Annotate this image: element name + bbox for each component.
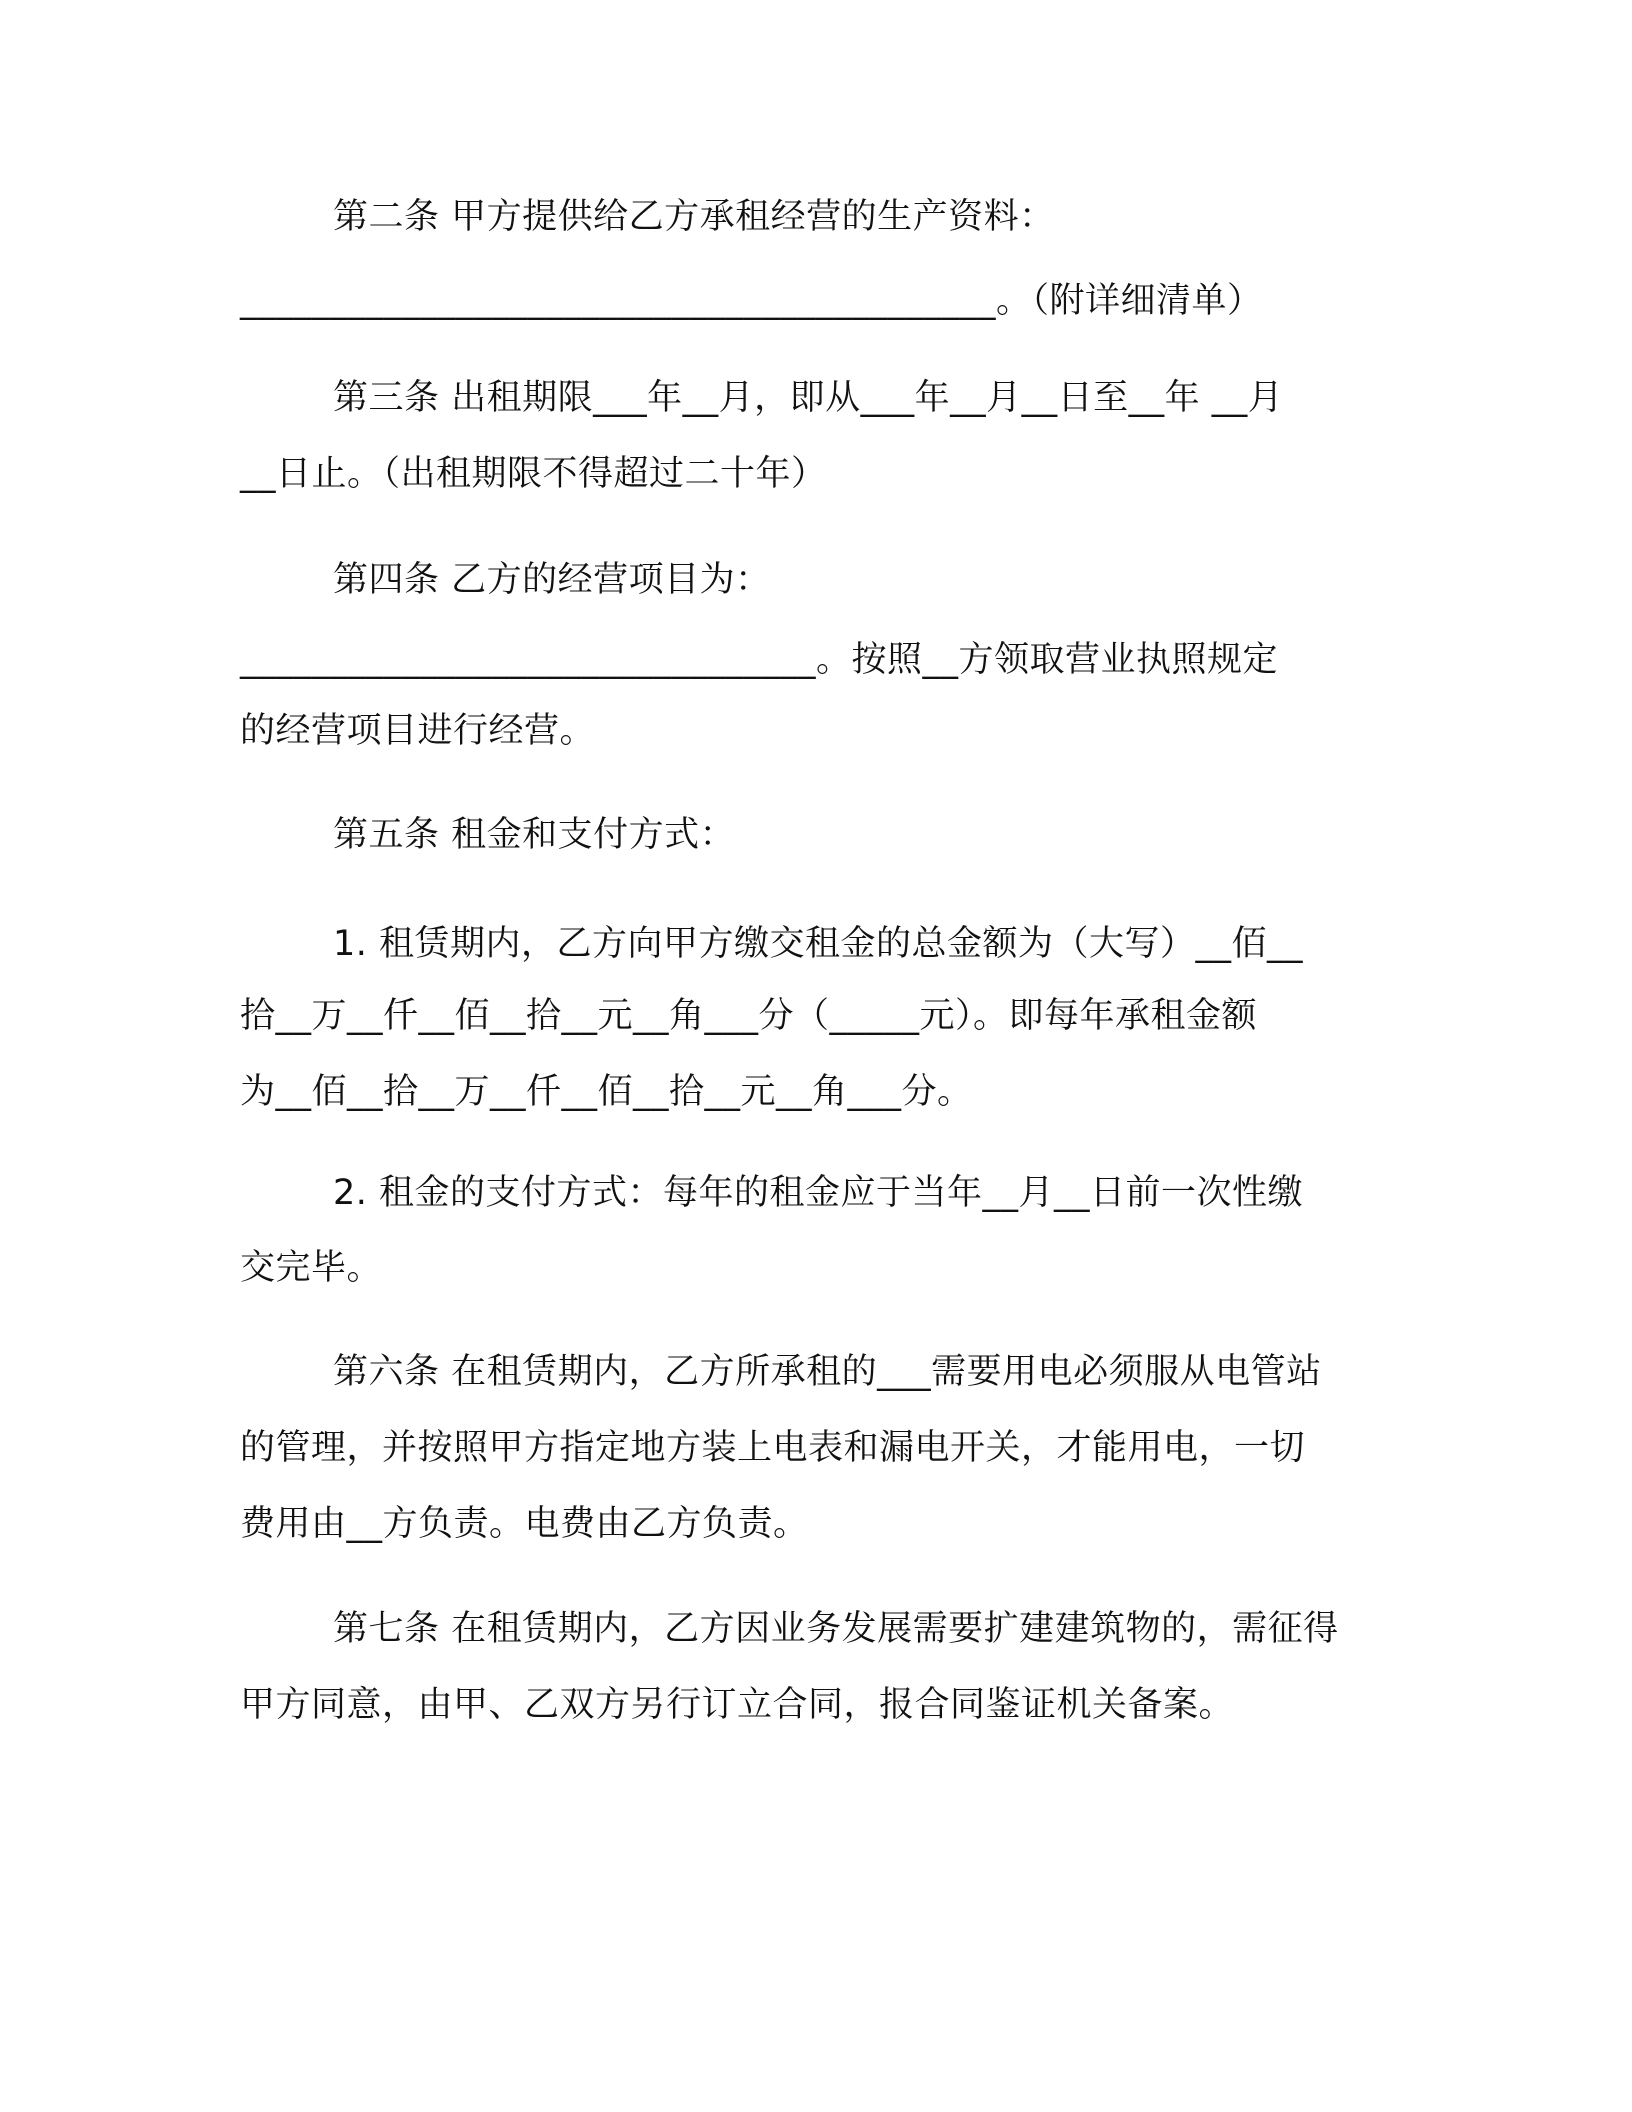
article-5-item-1-line-2: 拾__万__仟__佰__拾__元__角___分（_____元）。即每年承租金额: [240, 996, 1258, 1036]
article-6-line-1: 第六条 在租赁期内，乙方所承租的___需要用电必须服从电管站: [333, 1352, 1322, 1392]
article-7-line-2: 甲方同意，由甲、乙双方另行订立合同，报合同鉴证机关备案。: [240, 1685, 1235, 1725]
article-2-materials-line: __________________________________________。（附详细清单）: [240, 281, 1263, 321]
article-3-term-line: 第三条 出租期限___年__月，即从___年__月__日至__年 __月: [333, 378, 1284, 418]
article-6-line-2: 的管理，并按照甲方指定地方装上电表和漏电开关，才能用电，一切: [240, 1428, 1306, 1468]
article-5-heading: 第五条 租金和支付方式：: [333, 815, 736, 855]
article-6-line-3: 费用由__方负责。电费由乙方负责。: [240, 1504, 809, 1544]
article-3-term-end-line: __日止。（出租期限不得超过二十年）: [240, 454, 827, 494]
article-5-item-1-line-3: 为__佰__拾__万__仟__佰__拾__元__角___分。: [240, 1072, 973, 1112]
article-4-business-line-2: 的经营项目进行经营。: [240, 711, 596, 751]
article-7-line-1: 第七条 在租赁期内，乙方因业务发展需要扩建建筑物的，需征得: [333, 1609, 1339, 1649]
article-5-item-2-line-2: 交完毕。: [240, 1248, 383, 1288]
article-2-heading: 第二条 甲方提供给乙方承租经营的生产资料：: [333, 197, 1055, 237]
article-5-item-1-line-1: 1. 租赁期内，乙方向甲方缴交租金的总金额为（大写）__佰__: [333, 924, 1304, 964]
article-4-heading: 第四条 乙方的经营项目为：: [333, 560, 771, 600]
article-5-item-2-line-1: 2. 租金的支付方式：每年的租金应于当年__月__日前一次性缴: [333, 1173, 1304, 1213]
article-4-business-line: ________________________________。按照__方领取营业执照规定: [240, 640, 1279, 680]
